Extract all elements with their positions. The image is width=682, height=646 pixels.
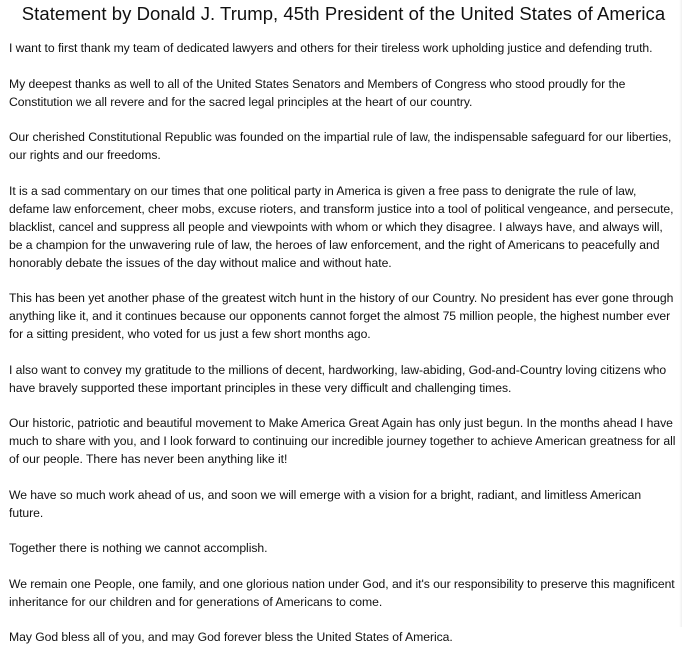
paragraph: It is a sad commentary on our times that one political party in America is given a free pass to denigrate the rule of law, defame law enforcement, cheer mobs, excuse rioters, and transform justice into a tool of political vengeance, and persecute, blacklist, cancel and suppress all people and viewpoints with whom or which they disagree. I always have, and always will, be a champion for the unwavering rule of law, the heroes of law enforcement, and the right of Americans to peacefully and honorably debate the issues of the day without malice and without hate. xyxy=(9,183,674,270)
paragraph: Together there is nothing we cannot accomplish. xyxy=(9,541,268,555)
paragraph: I want to first thank my team of dedicated lawyers and others for their tireless work upholding justice and defending truth. xyxy=(9,41,653,55)
statement-body xyxy=(9,39,678,646)
paragraph: We remain one People, one family, and one glorious nation under God, and it's our responsibility to preserve this magnificent inheritance for our children and for generations of Americans to come. xyxy=(9,576,675,609)
paragraph: This has been yet another phase of the greatest witch hunt in the history of our Country. No president has ever gone through anything like it, and it continues because our opponents cannot forget the almost 75 million people, the highest number ever for a sitting president, who voted for us just a few short months ago. xyxy=(9,291,674,341)
paragraph: Our historic, patriotic and beautiful movement to Make America Great Again has only just begun. In the months ahead I have much to share with you, and I look forward to continuing our incredible journey together to achieve American greatness for all of our people. There has never been anything like it! xyxy=(9,416,676,466)
paragraph: Our cherished Constitutional Republic was founded on the impartial rule of law, the indispensable safeguard for our liberties, our rights and our freedoms. xyxy=(9,130,672,162)
paragraph: I also want to convey my gratitude to the millions of decent, hardworking, law-abiding, God-and-Country loving citizens who have bravely supported these important principles in these very difficult and challenging times. xyxy=(9,362,667,395)
paragraph: We have so much work ahead of us, and soon we will emerge with a vision for a bright, radiant, and limitless American future. xyxy=(9,487,642,520)
paragraph: My deepest thanks as well to all of the United States Senators and Members of Congress who stood proudly for the Constitution we all revere and for the sacred legal principles at the heart of our country. xyxy=(9,76,626,109)
statement-title: Statement by Donald J. Trump, 45th President of the United States of America xyxy=(21,3,666,24)
paragraph: May God bless all of you, and may God forever bless the United States of America. xyxy=(9,630,453,644)
